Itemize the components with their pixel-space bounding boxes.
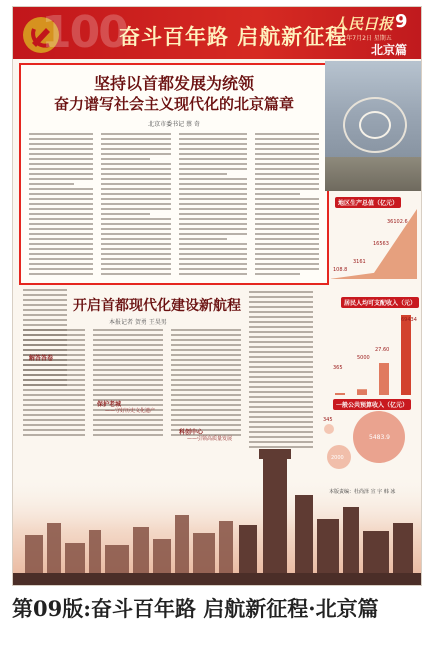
gdp-chart bbox=[329, 195, 419, 285]
section-subhead: 科创中心 bbox=[179, 429, 204, 436]
airport-aerial-photo bbox=[325, 61, 421, 191]
article-column bbox=[171, 329, 241, 439]
section-subhead-tagline: ——引领高质量发展 bbox=[187, 436, 233, 442]
article-column bbox=[93, 329, 163, 439]
airport-ground bbox=[325, 157, 421, 191]
article-column bbox=[29, 133, 93, 278]
newspaper-logo: 人民日报 bbox=[333, 15, 394, 33]
page-header bbox=[13, 7, 421, 59]
income-bar bbox=[357, 389, 367, 395]
gdp-value-label: 16563 bbox=[373, 241, 389, 247]
date-line: 2021年7月2日 星期五 bbox=[331, 35, 392, 42]
page-credits: 本版责编：杜尚泽 宣 宇 韩 冰 bbox=[329, 489, 396, 495]
article-column bbox=[23, 329, 85, 439]
page-banner: 奋斗百年路 启航新征程 bbox=[119, 25, 348, 49]
page-caption: 第09版:奋斗百年路 启航新征程·北京篇 bbox=[12, 596, 379, 621]
budget-chart-title: 一般公共预算收入（亿元） bbox=[333, 399, 411, 410]
section-subhead: 解答答卷 bbox=[29, 355, 54, 362]
article-column bbox=[179, 133, 247, 278]
gdp-value-label: 108.8 bbox=[333, 267, 348, 273]
gdp-value-label: 36102.6 bbox=[387, 219, 408, 225]
main-article-title: 坚持以首都发展为统领 bbox=[93, 74, 254, 93]
section-subhead: 保护老城 bbox=[97, 401, 122, 408]
budget-value-label: 5483.9 bbox=[369, 434, 390, 441]
income-value-label: 5000 bbox=[357, 355, 370, 361]
budget-value-label: 345 bbox=[323, 417, 333, 423]
income-value-label: 365 bbox=[333, 365, 343, 371]
income-bar bbox=[401, 315, 411, 395]
page-number: 9 bbox=[395, 11, 408, 32]
income-bar bbox=[335, 393, 345, 395]
section-subhead-tagline: ——守好历史文化遗产 bbox=[105, 408, 156, 414]
income-chart-plot bbox=[323, 307, 419, 399]
article-column bbox=[249, 291, 313, 451]
income-bar bbox=[379, 363, 389, 395]
centenary-digits: 100 bbox=[41, 7, 127, 58]
beijing-skyline-photo bbox=[13, 435, 421, 585]
budget-bubble bbox=[324, 424, 334, 434]
second-article-byline: 本报记者 贺勇 王昊男 bbox=[109, 319, 167, 326]
income-value-label: 27.60 bbox=[375, 347, 390, 353]
income-chart-title: 居民人均可支配收入（元） bbox=[341, 297, 419, 308]
newspaper-page bbox=[12, 6, 422, 586]
gdp-value-label: 3161 bbox=[353, 259, 366, 265]
main-article-byline: 北京市委书记 蔡 奇 bbox=[148, 121, 200, 128]
edition-label: 北京篇 bbox=[371, 43, 408, 57]
main-article-subtitle: 奋力谱写社会主义现代化的北京篇章 bbox=[53, 95, 294, 113]
gdp-chart-plot bbox=[329, 205, 419, 285]
budget-value-label: 2000 bbox=[331, 455, 344, 461]
income-value-label: 69434 bbox=[401, 317, 417, 323]
gdp-chart-title: 地区生产总值（亿元） bbox=[335, 197, 401, 208]
airport-terminal-core bbox=[359, 111, 391, 139]
second-article-title: 开启首都现代化建设新航程 bbox=[73, 298, 241, 314]
main-article[interactable] bbox=[19, 63, 329, 285]
article-column bbox=[255, 133, 319, 278]
article-column bbox=[101, 133, 171, 278]
